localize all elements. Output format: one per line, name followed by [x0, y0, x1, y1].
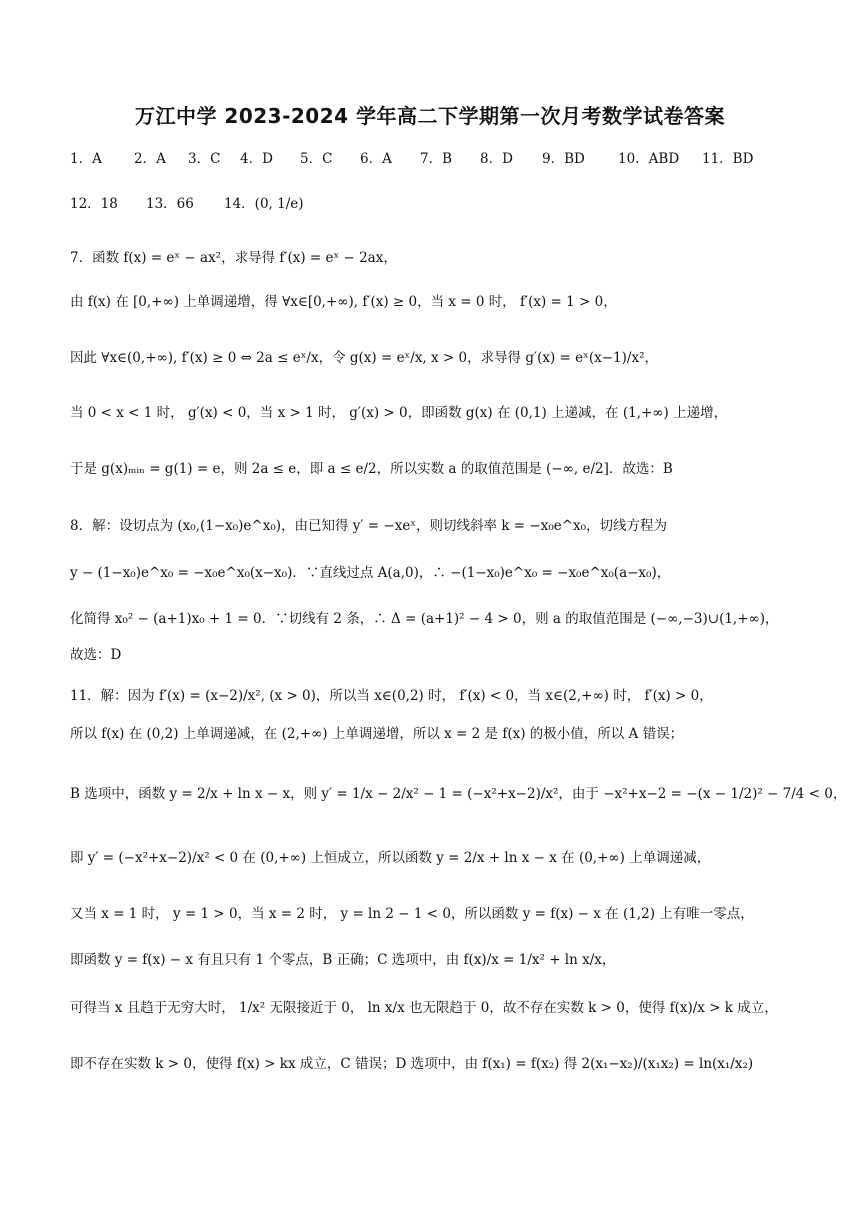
- q8-line-1: 8．解：设切点为 (x₀,(1−x₀)e^x₀)，由已知得 y′ = −xeˣ，则切线斜率 k = −x₀e^x₀，切线方程为: [70, 518, 668, 534]
- q11-line-6: 即函数 y = f(x) − x 有且只有 1 个零点，B 正确；C 选项中，由 f(x)/x = 1/x² + ln x/x，: [70, 952, 616, 968]
- q8-line-4: 故选：D: [70, 647, 122, 663]
- q11-line-1: 11．解：因为 f′(x) = (x−2)/x², (x > 0)，所以当 x∈(0,2) 时， f′(x) < 0，当 x∈(2,+∞) 时， f′(x) > 0，: [70, 688, 713, 704]
- answer-item: 6．A: [360, 151, 392, 167]
- q7-line-2: 由 f(x) 在 [0,+∞) 上单调递增，得 ∀x∈[0,+∞), f′(x) ≥ 0，当 x = 0 时， f′(x) = 1 > 0，: [70, 294, 617, 310]
- answer-item: 12．18: [70, 196, 118, 212]
- q11-line-4: 即 y′ = (−x²+x−2)/x² < 0 在 (0,+∞) 上恒成立，所以函数 y = 2/x + ln x − x 在 (0,+∞) 上单调递减，: [70, 850, 711, 866]
- q7-line-1: 7．函数 f(x) = eˣ − ax²，求导得 f′(x) = eˣ − 2ax，: [70, 250, 397, 266]
- q7-line-5: 于是 g(x)ₘᵢₙ = g(1) = e，则 2a ≤ e，即 a ≤ e/2，所以实数 a 的取值范围是 (−∞, e/2]．故选：B: [70, 461, 673, 477]
- answer-item: 13．66: [146, 196, 194, 212]
- answer-item: 9．BD: [542, 151, 585, 167]
- q7-line-4: 当 0 < x < 1 时， g′(x) < 0，当 x > 1 时， g′(x) > 0，即函数 g(x) 在 (0,1) 上递减，在 (1,+∞) 上递增，: [70, 405, 728, 421]
- answer-item: 4．D: [240, 151, 273, 167]
- q11-line-8: 即不存在实数 k > 0，使得 f(x) > kx 成立，C 错误；D 选项中，由 f(x₁) = f(x₂) 得 2(x₁−x₂)/(x₁x₂) = ln(x₁/x₂): [70, 1056, 754, 1072]
- answer-item: 11．BD: [702, 151, 754, 167]
- answers-row-2: [70, 192, 304, 212]
- answer-item: 3．C: [188, 151, 221, 167]
- answer-item: 8．D: [480, 151, 513, 167]
- q7-line-3: 因此 ∀x∈(0,+∞), f′(x) ≥ 0 ⇔ 2a ≤ eˣ/x，令 g(x) = eˣ/x, x > 0，求导得 g′(x) = eˣ(x−1)/x²，: [70, 350, 658, 366]
- q11-line-5: 又当 x = 1 时， y = 1 > 0，当 x = 2 时， y = ln 2 − 1 < 0，所以函数 y = f(x) − x 在 (1,2) 上有唯一零点，: [70, 906, 754, 922]
- page-title: 万江中学 2023-2024 学年高二下学期第一次月考数学试卷答案: [134, 104, 726, 128]
- answer-item: 5．C: [300, 151, 333, 167]
- q11-line-7: 可得当 x 且趋于无穷大时， 1/x² 无限接近于 0， ln x/x 也无限趋于 0，故不存在实数 k > 0，使得 f(x)/x > k 成立，: [70, 1000, 778, 1016]
- q8-line-3: 化简得 x₀² − (a+1)x₀ + 1 = 0．∵切线有 2 条，∴ Δ = (a+1)² − 4 > 0，则 a 的取值范围是 (−∞,−3)∪(1,+∞)，: [70, 611, 779, 627]
- q11-line-3: B 选项中，函数 y = 2/x + ln x − x，则 y′ = 1/x − 2/x² − 1 = (−x²+x−2)/x²，由于 −x²+x−2 = −(x − 1/2)² − 7/4 < 0，: [70, 786, 847, 802]
- q11-line-2: 所以 f(x) 在 (0,2) 上单调递减，在 (2,+∞) 上单调递增，所以 x = 2 是 f(x) 的极小值，所以 A 错误；: [70, 726, 684, 742]
- answer-item: 14．(0, 1/e): [224, 196, 304, 212]
- q8-line-2: y − (1−x₀)e^x₀ = −x₀e^x₀(x−x₀)．∵直线过点 A(a,0)，∴ −(1−x₀)e^x₀ = −x₀e^x₀(a−x₀)，: [70, 565, 671, 581]
- answer-item: 2．A: [134, 151, 166, 167]
- answer-item: 7．B: [420, 151, 453, 167]
- answer-item: 1．A: [70, 151, 102, 167]
- answers-row-1: [70, 147, 762, 167]
- answer-item: 10．ABD: [618, 151, 680, 167]
